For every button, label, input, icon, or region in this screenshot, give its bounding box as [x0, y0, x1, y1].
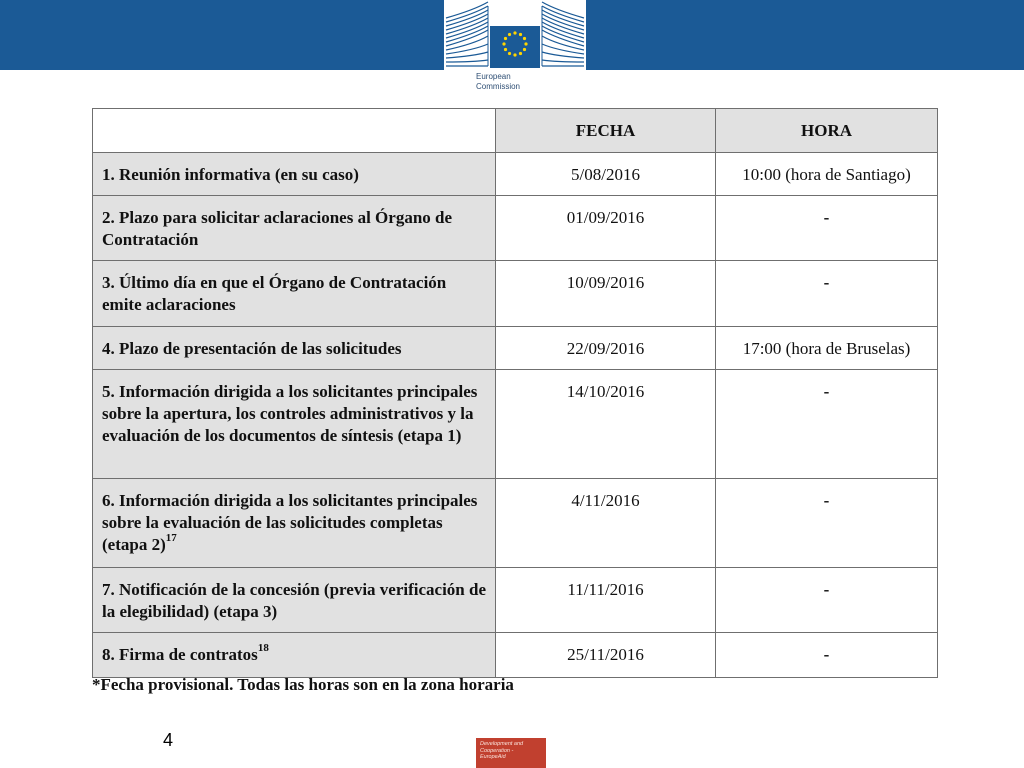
table-row — [93, 196, 938, 261]
devco-line: EuropeAid — [480, 754, 506, 760]
footnote-ref-18: 18 — [257, 642, 269, 655]
activity-cell — [93, 370, 496, 479]
berlaymont-building-icon — [444, 0, 586, 70]
time-cell: - — [716, 261, 938, 327]
table-row — [93, 568, 938, 633]
logo-line-european: European — [476, 72, 511, 81]
time-cell: - — [716, 633, 938, 678]
table-row — [93, 261, 938, 327]
time-cell: 10:00 (hora de Santiago) — [716, 153, 938, 196]
table-row — [93, 370, 938, 479]
activity-text: 5. Información dirigida a los solicitantes principales sobre la apertura, los controles administrativos y la evaluación de los documentos de síntesis (etapa 1) — [102, 382, 478, 445]
table-row — [93, 327, 938, 370]
activity-text: 7. Notificación de la concesión (previa verificación de la elegibilidad) (etapa 3) — [102, 580, 487, 621]
activity-text: 1. Reunión informativa (en su caso) — [102, 165, 359, 184]
date-cell: 14/10/2016 — [496, 370, 716, 479]
header-cell-blank — [93, 109, 496, 153]
activity-cell — [93, 568, 496, 633]
activity-text: 2. Plazo para solicitar aclaraciones al Órgano de Contratación — [102, 208, 453, 249]
activity-cell — [93, 327, 496, 370]
activity-cell — [93, 633, 496, 678]
date-cell: 4/11/2016 — [496, 479, 716, 568]
footnote-ref-17: 17 — [165, 532, 177, 545]
activity-cell — [93, 261, 496, 327]
date-cell: 22/09/2016 — [496, 327, 716, 370]
activity-cell — [93, 153, 496, 196]
time-cell: 17:00 (hora de Bruselas) — [716, 327, 938, 370]
time-cell: - — [716, 568, 938, 633]
logo-caption — [476, 72, 556, 92]
date-cell: 25/11/2016 — [496, 633, 716, 678]
activity-text: 6. Información dirigida a los solicitantes principales sobre la evaluación de las solicitudes completas (etapa 2) — [102, 491, 478, 554]
activity-cell — [93, 479, 496, 568]
clipped-note — [92, 675, 612, 696]
clipped-note-text: *Fecha provisional. Todas las horas son en la zona horaria — [92, 675, 514, 694]
header-cell-fecha: FECHA — [496, 109, 716, 153]
schedule-table — [92, 108, 938, 678]
date-cell: 11/11/2016 — [496, 568, 716, 633]
table-row — [93, 153, 938, 196]
time-cell: - — [716, 370, 938, 479]
activity-text: 3. Último día en que el Órgano de Contratación emite aclaraciones — [102, 273, 447, 314]
date-cell: 5/08/2016 — [496, 153, 716, 196]
time-cell: - — [716, 196, 938, 261]
logo-line-commission: Commission — [476, 82, 521, 91]
date-cell: 01/09/2016 — [496, 196, 716, 261]
devco-europeaid-logo — [476, 738, 546, 768]
activity-text: 4. Plazo de presentación de las solicitudes — [102, 339, 402, 358]
european-commission-logo — [444, 0, 586, 70]
page-number: 4 — [163, 730, 174, 750]
date-cell: 10/09/2016 — [496, 261, 716, 327]
devco-line: Cooperation - — [480, 747, 514, 754]
table-row — [93, 479, 938, 568]
activity-cell — [93, 196, 496, 261]
devco-line: Development and — [480, 741, 524, 747]
header-cell-hora: HORA — [716, 109, 938, 153]
activity-text: 8. Firma de contratos — [102, 645, 258, 664]
table-header-row — [93, 109, 938, 153]
time-cell: - — [716, 479, 938, 568]
table-row — [93, 633, 938, 678]
